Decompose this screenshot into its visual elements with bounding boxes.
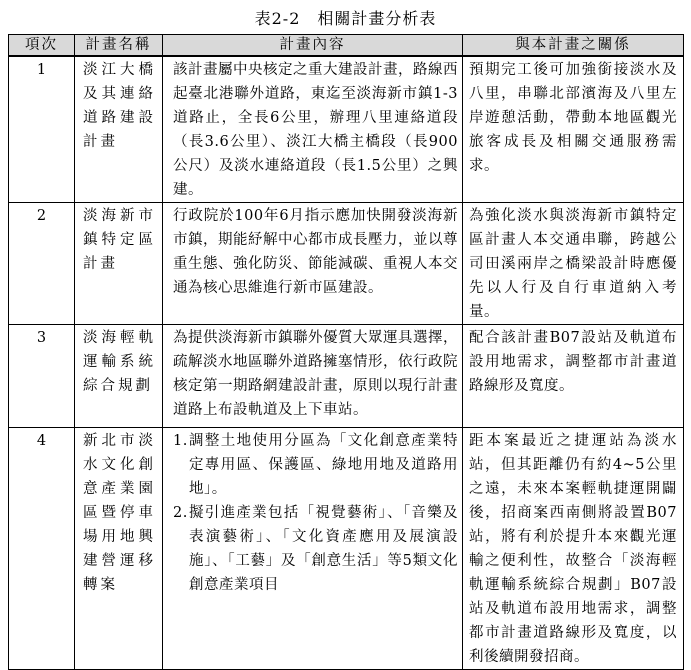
plan-name: 新北市淡水文化創意產業園區暨停車場用地興建營運移轉案	[75, 428, 163, 670]
row-no: 3	[9, 325, 75, 428]
plan-relation: 為強化淡水與淡海新市鎮特定區計畫人本交通串聯，跨越公司田溪兩岸之橋梁設計時應優先以人行及自行車道納入考量。	[463, 203, 684, 325]
list-item-text: 調整土地使用分區為「文化創意產業特定專用區、保護區、綠地用地及道路用地」。	[189, 433, 458, 497]
plan-content: 為提供淡海新市鎮聯外優質大眾運具選擇，疏解淡水地區聯外道路擁塞情形，依行政院核定第一期路網建設計畫，原則以現行計畫道路上布設軌道及上下車站。	[163, 325, 463, 428]
list-item-number: 2.	[173, 505, 188, 521]
plan-relation: 預期完工後可加強銜接淡水及八里，串聯北部濱海及八里左岸遊憩活動，帶動本地區觀光旅客成長及相關交通服務需求。	[463, 56, 684, 203]
list-item-number: 1.	[173, 433, 188, 449]
list-item	[173, 501, 458, 597]
list-item-text: 擬引進產業包括「視覺藝術」、「音樂及表演藝術」、「文化資產應用及展演設施」、「工藝」及「創意生活」等5類文化創意產業項目	[189, 505, 458, 593]
table-header-row	[9, 35, 684, 57]
row-no: 1	[9, 56, 75, 203]
row-no: 2	[9, 203, 75, 325]
plan-content: 行政院於100年6月指示應加快開發淡海新市鎮，期能紓解中心都市成長壓力，並以尊重生態、強化防災、節能減碳、重視人本交通為核心思維進行新市區建設。	[163, 203, 463, 325]
table-row	[9, 428, 684, 670]
plan-relation: 距本案最近之捷運站為淡水站，但其距離仍有約4~5公里之遠，未來本案輕軌捷運開闢後，招商案西南側將設置B07站，將有利於提升本來觀光運輸之便利性，故整合「淡海輕軌運輸系統綜合規劃」B07設站及軌道布設用地需求，調整都市計畫道路線形及寬度，以利後續開發招商。	[463, 428, 684, 670]
content-list	[173, 429, 458, 597]
table-row	[9, 56, 684, 203]
table-title: 表2-2 相關計畫分析表	[254, 9, 437, 28]
header-content: 計畫內容	[163, 35, 463, 57]
plan-content	[163, 428, 463, 670]
plan-name: 淡江大橋及其連絡道路建設計畫	[75, 56, 163, 203]
row-no: 4	[9, 428, 75, 670]
plan-analysis-table	[8, 34, 684, 670]
header-relation: 與本計畫之關係	[463, 35, 684, 57]
plan-name: 淡海新市鎮特定區計畫	[75, 203, 163, 325]
table-row	[9, 203, 684, 325]
plan-relation: 配合該計畫B07設站及軌道布設用地需求，調整都市計畫道路線形及寬度。	[463, 325, 684, 428]
plan-name: 淡海輕軌運輸系統綜合規劃	[75, 325, 163, 428]
plan-content: 該計畫屬中央核定之重大建設計畫，路線西起臺北港聯外道路，東迄至淡海新市鎮1-3道路止，全長6公里，辦理八里連絡道段（長3.6公里）、淡江大橋主橋段（長900公尺）及淡水連絡道段（長1.5公里）之興建。	[163, 56, 463, 203]
header-no: 項次	[9, 35, 75, 57]
list-item	[173, 429, 458, 501]
table-row	[9, 325, 684, 428]
header-name: 計畫名稱	[75, 35, 163, 57]
